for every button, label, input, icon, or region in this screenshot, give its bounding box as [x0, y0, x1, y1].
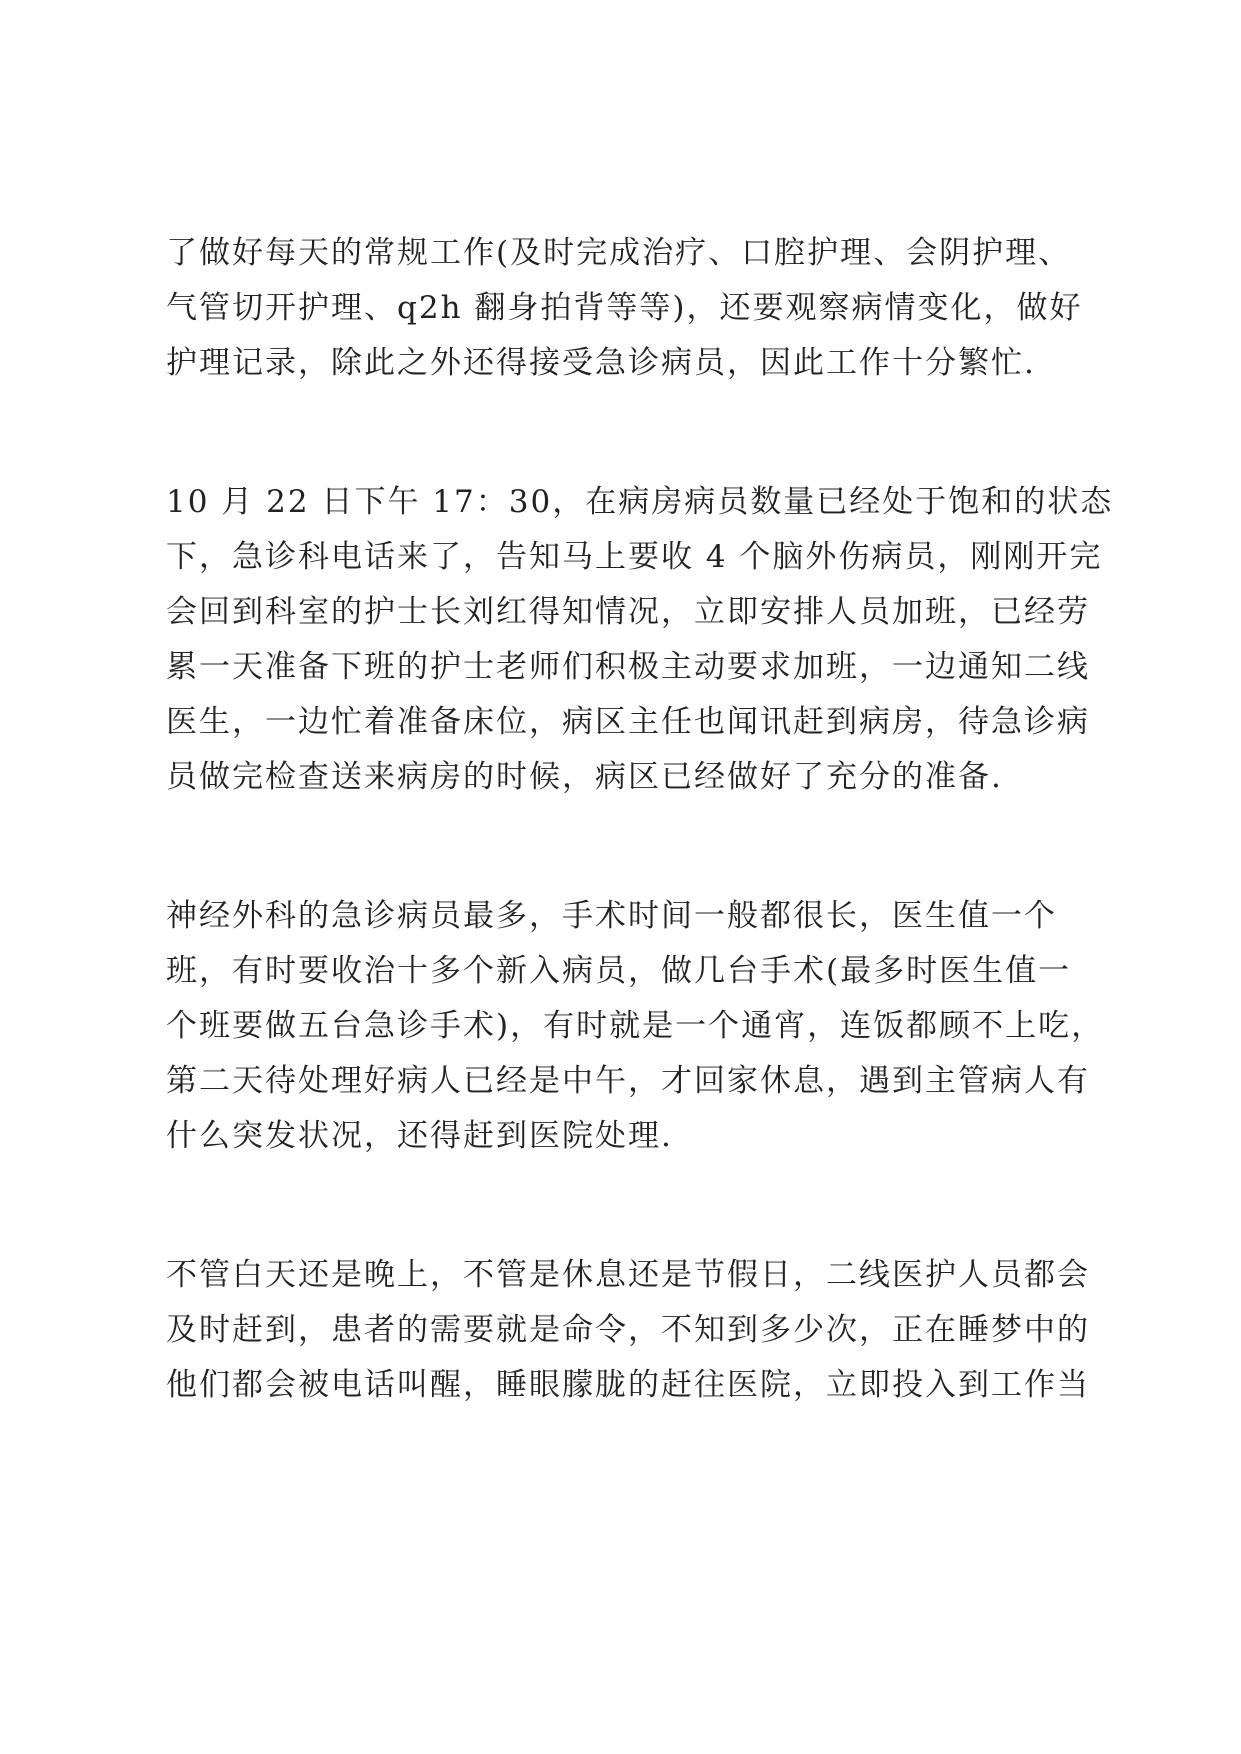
text-line: 及时赶到，患者的需要就是命令，不知到多少次，正在睡梦中的: [166, 1312, 1090, 1348]
paragraph: [166, 475, 1114, 805]
paragraph: [166, 226, 1101, 391]
paragraph: [166, 1248, 1101, 1413]
text-line: 神经外科的急诊病员最多，手术时间一般都很长，医生值一个: [166, 898, 1057, 934]
text-line: 不管白天还是晚上，不管是休息还是节假日，二线医护人员都会: [166, 1257, 1090, 1293]
text-line: 员做完检查送来病房的时候，病区已经做好了充分的准备.: [166, 759, 1003, 795]
text-line: 他们都会被电话叫醒，睡眼朦胧的赶往医院，立即投入到工作当: [166, 1367, 1090, 1403]
text-line: 班，有时要收治十多个新入病员，做几台手术(最多时医生值一: [166, 953, 1072, 989]
text-line: 会回到科室的护士长刘红得知情况，立即安排人员加班，已经劳: [166, 594, 1090, 630]
text-line: 护理记录，除此之外还得接受急诊病员，因此工作十分繁忙.: [166, 345, 1036, 381]
text-line: 医生，一边忙着准备床位，病区主任也闻讯赶到病房，待急诊病: [166, 704, 1090, 740]
paragraph: [166, 889, 1105, 1164]
text-line: 个班要做五台急诊手术)，有时就是一个通宵，连饭都顾不上吃，: [166, 1008, 1105, 1044]
text-line: 什么突发状况，还得赶到医院处理.: [166, 1118, 673, 1154]
text-line: 累一天准备下班的护士老师们积极主动要求加班，一边通知二线: [166, 649, 1090, 685]
document-body: [166, 226, 1114, 1497]
text-line: 了做好每天的常规工作(及时完成治疗、口腔护理、会阴护理、: [166, 235, 1072, 271]
text-line: 第二天待处理好病人已经是中午，才回家休息，遇到主管病人有: [166, 1063, 1090, 1099]
text-line: 气管切开护理、q2h 翻身拍背等等)，还要观察病情变化，做好: [166, 290, 1083, 326]
text-line: 10 月 22 日下午 17：30，在病房病员数量已经处于饱和的状态: [166, 484, 1114, 520]
text-line: 下，急诊科电话来了，告知马上要收 4 个脑外伤病员，刚刚开完: [166, 539, 1103, 575]
